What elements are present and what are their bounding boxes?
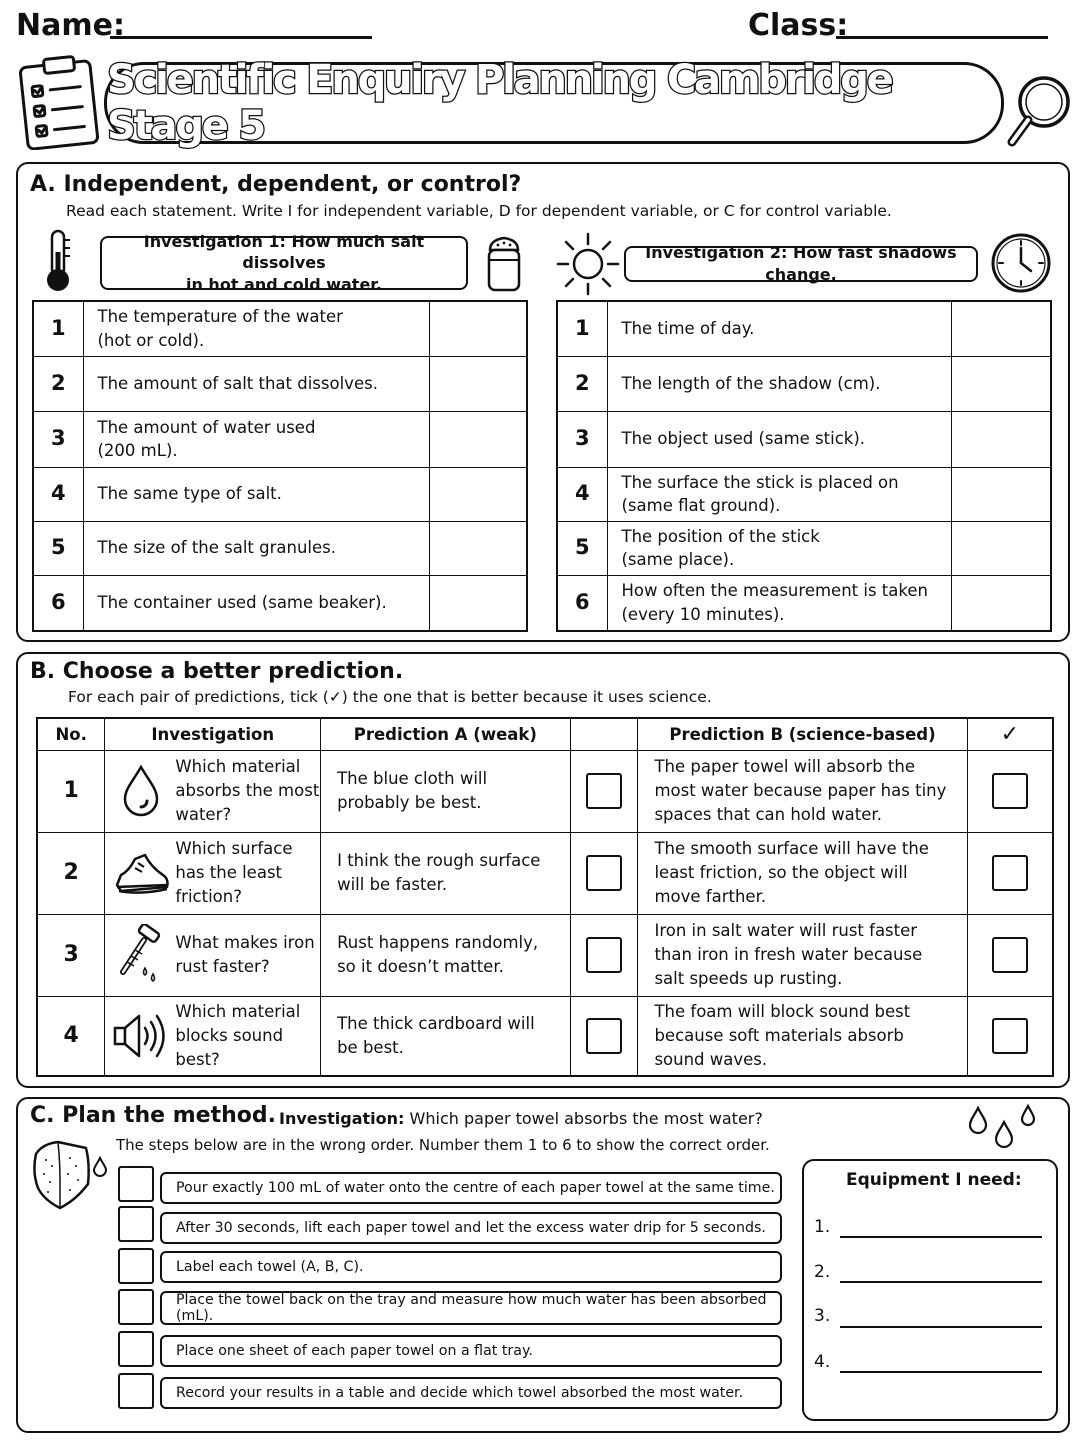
statement: The same type of salt.: [83, 467, 429, 521]
investigation-text: Which paper towel absorbs the most water?: [409, 1109, 763, 1128]
clock-icon: [990, 232, 1052, 294]
statement: The length of the shadow (cm).: [607, 356, 951, 411]
table-row: [557, 521, 1051, 575]
table-row: [557, 467, 1051, 521]
table-row: [33, 356, 527, 411]
answer-cell[interactable]: [951, 575, 1051, 631]
prediction-a-tick-cell: [570, 996, 638, 1076]
col-header-tick: ✓: [967, 718, 1053, 750]
clipboard-icon: [18, 54, 100, 150]
table-row: [37, 914, 1053, 996]
row-number: 4: [33, 467, 83, 521]
paper-towel-icon: [30, 1134, 114, 1214]
prediction-a-checkbox[interactable]: [586, 937, 622, 973]
prediction-b-text: The smooth surface will have the least friction, so the object will move farther.: [638, 832, 967, 914]
answer-cell[interactable]: [951, 521, 1051, 575]
prediction-b-text: The foam will block sound best because soft materials absorb sound waves.: [638, 996, 967, 1076]
answer-cell[interactable]: [429, 575, 527, 631]
table-row: [37, 996, 1053, 1076]
table-row: [557, 411, 1051, 467]
section-c-title: C. Plan the method.: [30, 1103, 276, 1128]
water-drop-icon: [111, 763, 171, 819]
equipment-title: Equipment I need:: [846, 1170, 1022, 1190]
row-number: 6: [557, 575, 607, 631]
col-header-prediction-a: Prediction A (weak): [321, 718, 571, 750]
equipment-answer-line[interactable]: [840, 1326, 1042, 1328]
row-number: 1: [37, 750, 105, 832]
section-c-instructions: The steps below are in the wrong order. Number them 1 to 6 to show the correct order.: [116, 1136, 770, 1154]
statement: The size of the salt granules.: [83, 521, 429, 575]
statement: The amount of water used (200 mL).: [83, 411, 429, 467]
prediction-b-checkbox[interactable]: [992, 773, 1028, 809]
prediction-a-tick-cell: [570, 914, 638, 996]
col-header-tick-a: [570, 718, 638, 750]
statement: The position of the stick (same place).: [607, 521, 951, 575]
step-item: Label each towel (A, B, C).: [160, 1251, 782, 1283]
statement: How often the measurement is taken (every 10 minutes).: [607, 575, 951, 631]
class-label: Class:: [748, 8, 849, 43]
step-number-box[interactable]: [118, 1373, 154, 1409]
answer-cell[interactable]: [951, 467, 1051, 521]
prediction-a-text: The blue cloth will probably be best.: [321, 750, 571, 832]
row-number: 2: [33, 356, 83, 411]
speaker-icon: [109, 1008, 169, 1064]
equipment-number: 2.: [814, 1262, 831, 1282]
prediction-b-tick-cell: [967, 750, 1053, 832]
answer-cell[interactable]: [951, 356, 1051, 411]
sun-icon: [556, 232, 620, 296]
investigation-1-title-line2: in hot and cold water.: [185, 274, 382, 294]
equipment-box: [802, 1159, 1058, 1421]
table-row: [37, 832, 1053, 914]
table-row: [33, 301, 527, 356]
prediction-a-checkbox[interactable]: [586, 773, 622, 809]
table-row: [557, 356, 1051, 411]
answer-cell[interactable]: [429, 301, 527, 356]
statement: The time of day.: [607, 301, 951, 356]
prediction-b-tick-cell: [967, 914, 1053, 996]
investigation-1-title: [100, 231, 468, 294]
investigation-question: What makes iron rust faster?: [175, 933, 315, 976]
prediction-a-tick-cell: [570, 750, 638, 832]
row-number: 2: [37, 832, 105, 914]
step-item: Record your results in a table and decide which towel absorbed the most water.: [160, 1377, 782, 1409]
name-label: Name:: [16, 8, 125, 43]
step-number-box[interactable]: [118, 1331, 154, 1367]
table-row: [33, 575, 527, 631]
statement: The object used (same stick).: [607, 411, 951, 467]
prediction-a-tick-cell: [570, 832, 638, 914]
answer-cell[interactable]: [951, 411, 1051, 467]
answer-cell[interactable]: [429, 356, 527, 411]
step-item: Place the towel back on the tray and measure how much water has been absorbed (mL).: [160, 1291, 782, 1325]
investigation-label: Investigation:: [279, 1109, 405, 1128]
row-number: 1: [33, 301, 83, 356]
investigation-cell: [105, 996, 321, 1076]
statement: The surface the stick is placed on (same flat ground).: [607, 467, 951, 521]
investigation-2-title-text: Investigation 2: How fast shadows change.: [645, 243, 957, 284]
equipment-number: 1.: [814, 1217, 831, 1237]
prediction-a-text: I think the rough surface will be faster.: [321, 832, 571, 914]
prediction-a-checkbox[interactable]: [586, 1018, 622, 1054]
investigation-question: Which material blocks sound best?: [175, 1001, 301, 1069]
col-header-prediction-b: Prediction B (science-based): [638, 718, 967, 750]
table-row: [33, 467, 527, 521]
col-header-investigation: Investigation: [105, 718, 321, 750]
table-row: [33, 411, 527, 467]
row-number: 3: [33, 411, 83, 467]
salt-shaker-icon: [484, 228, 524, 294]
row-number: 5: [33, 521, 83, 575]
answer-cell[interactable]: [429, 467, 527, 521]
investigation-2-title: [624, 243, 978, 284]
step-number-box[interactable]: [118, 1206, 154, 1242]
row-number: 5: [557, 521, 607, 575]
thermometer-icon: [40, 228, 76, 294]
prediction-b-checkbox[interactable]: [992, 937, 1028, 973]
statement: The amount of salt that dissolves.: [83, 356, 429, 411]
section-b-instructions: For each pair of predictions, tick (✓) the one that is better because it uses science.: [68, 688, 712, 706]
prediction-b-checkbox[interactable]: [992, 855, 1028, 891]
equipment-answer-line[interactable]: [840, 1281, 1042, 1283]
equipment-number: 3.: [814, 1306, 831, 1326]
investigation-2-table: [556, 300, 1052, 632]
predictions-table: [36, 717, 1054, 1077]
equipment-number: 4.: [814, 1352, 831, 1372]
investigation-cell: [105, 914, 321, 996]
worksheet-title: Scientific Enquiry Planning Cambridge Stage 5: [107, 57, 892, 149]
investigation-question: Which surface has the least friction?: [175, 839, 293, 906]
prediction-b-tick-cell: [967, 832, 1053, 914]
step-number-box[interactable]: [118, 1289, 154, 1325]
table-row: [557, 575, 1051, 631]
row-number: 1: [557, 301, 607, 356]
rusty-nail-icon: [111, 924, 171, 986]
investigation-cell: [105, 750, 321, 832]
answer-cell[interactable]: [429, 411, 527, 467]
section-a-title: A. Independent, dependent, or control?: [30, 172, 522, 197]
investigation-cell: [105, 832, 321, 914]
answer-cell[interactable]: [951, 301, 1051, 356]
table-row: [33, 521, 527, 575]
table-row: [37, 750, 1053, 832]
investigation-question: Which material absorbs the most water?: [175, 757, 320, 824]
prediction-b-checkbox[interactable]: [992, 1018, 1028, 1054]
magnifying-glass-icon: [1004, 72, 1074, 154]
section-a-instructions: Read each statement. Write I for independent variable, D for dependent variable, or C for control variable.: [66, 202, 892, 220]
section-c-investigation: [279, 1109, 763, 1128]
answer-cell[interactable]: [429, 521, 527, 575]
step-item: Place one sheet of each paper towel on a flat tray.: [160, 1335, 782, 1367]
table-header-row: [37, 718, 1053, 750]
section-b-title: B. Choose a better prediction.: [30, 659, 404, 684]
prediction-a-text: Rust happens randomly, so it doesn’t matter.: [321, 914, 571, 996]
row-number: 4: [557, 467, 607, 521]
prediction-b-text: Iron in salt water will rust faster than iron in fresh water because salt speeds up rusting.: [638, 914, 967, 996]
col-header-no: No.: [37, 718, 105, 750]
equipment-answer-line[interactable]: [840, 1371, 1042, 1373]
row-number: 4: [37, 996, 105, 1076]
statement: The temperature of the water (hot or cold).: [83, 301, 429, 356]
class-field[interactable]: [836, 36, 1048, 39]
row-number: 2: [557, 356, 607, 411]
step-number-box[interactable]: [118, 1166, 154, 1202]
water-drops-icon: [964, 1102, 1040, 1156]
name-field[interactable]: [110, 36, 372, 39]
row-number: 3: [37, 914, 105, 996]
worksheet-title-banner: [104, 57, 1004, 149]
table-row: [557, 301, 1051, 356]
step-item: After 30 seconds, lift each paper towel and let the excess water drip for 5 seconds.: [160, 1212, 782, 1244]
investigation-1-table: [32, 300, 528, 632]
statement: The container used (same beaker).: [83, 575, 429, 631]
row-number: 6: [33, 575, 83, 631]
prediction-b-text: The paper towel will absorb the most water because paper has tiny spaces that can hold water.: [638, 750, 967, 832]
shoe-icon: [111, 845, 171, 901]
step-item: Pour exactly 100 mL of water onto the centre of each paper towel at the same time.: [160, 1172, 782, 1204]
step-number-box[interactable]: [118, 1248, 154, 1284]
prediction-a-checkbox[interactable]: [586, 855, 622, 891]
prediction-a-text: The thick cardboard will be best.: [321, 996, 571, 1076]
row-number: 3: [557, 411, 607, 467]
investigation-1-title-line1: Investigation 1: How much salt dissolves: [143, 231, 425, 273]
equipment-answer-line[interactable]: [840, 1236, 1042, 1238]
prediction-b-tick-cell: [967, 996, 1053, 1076]
